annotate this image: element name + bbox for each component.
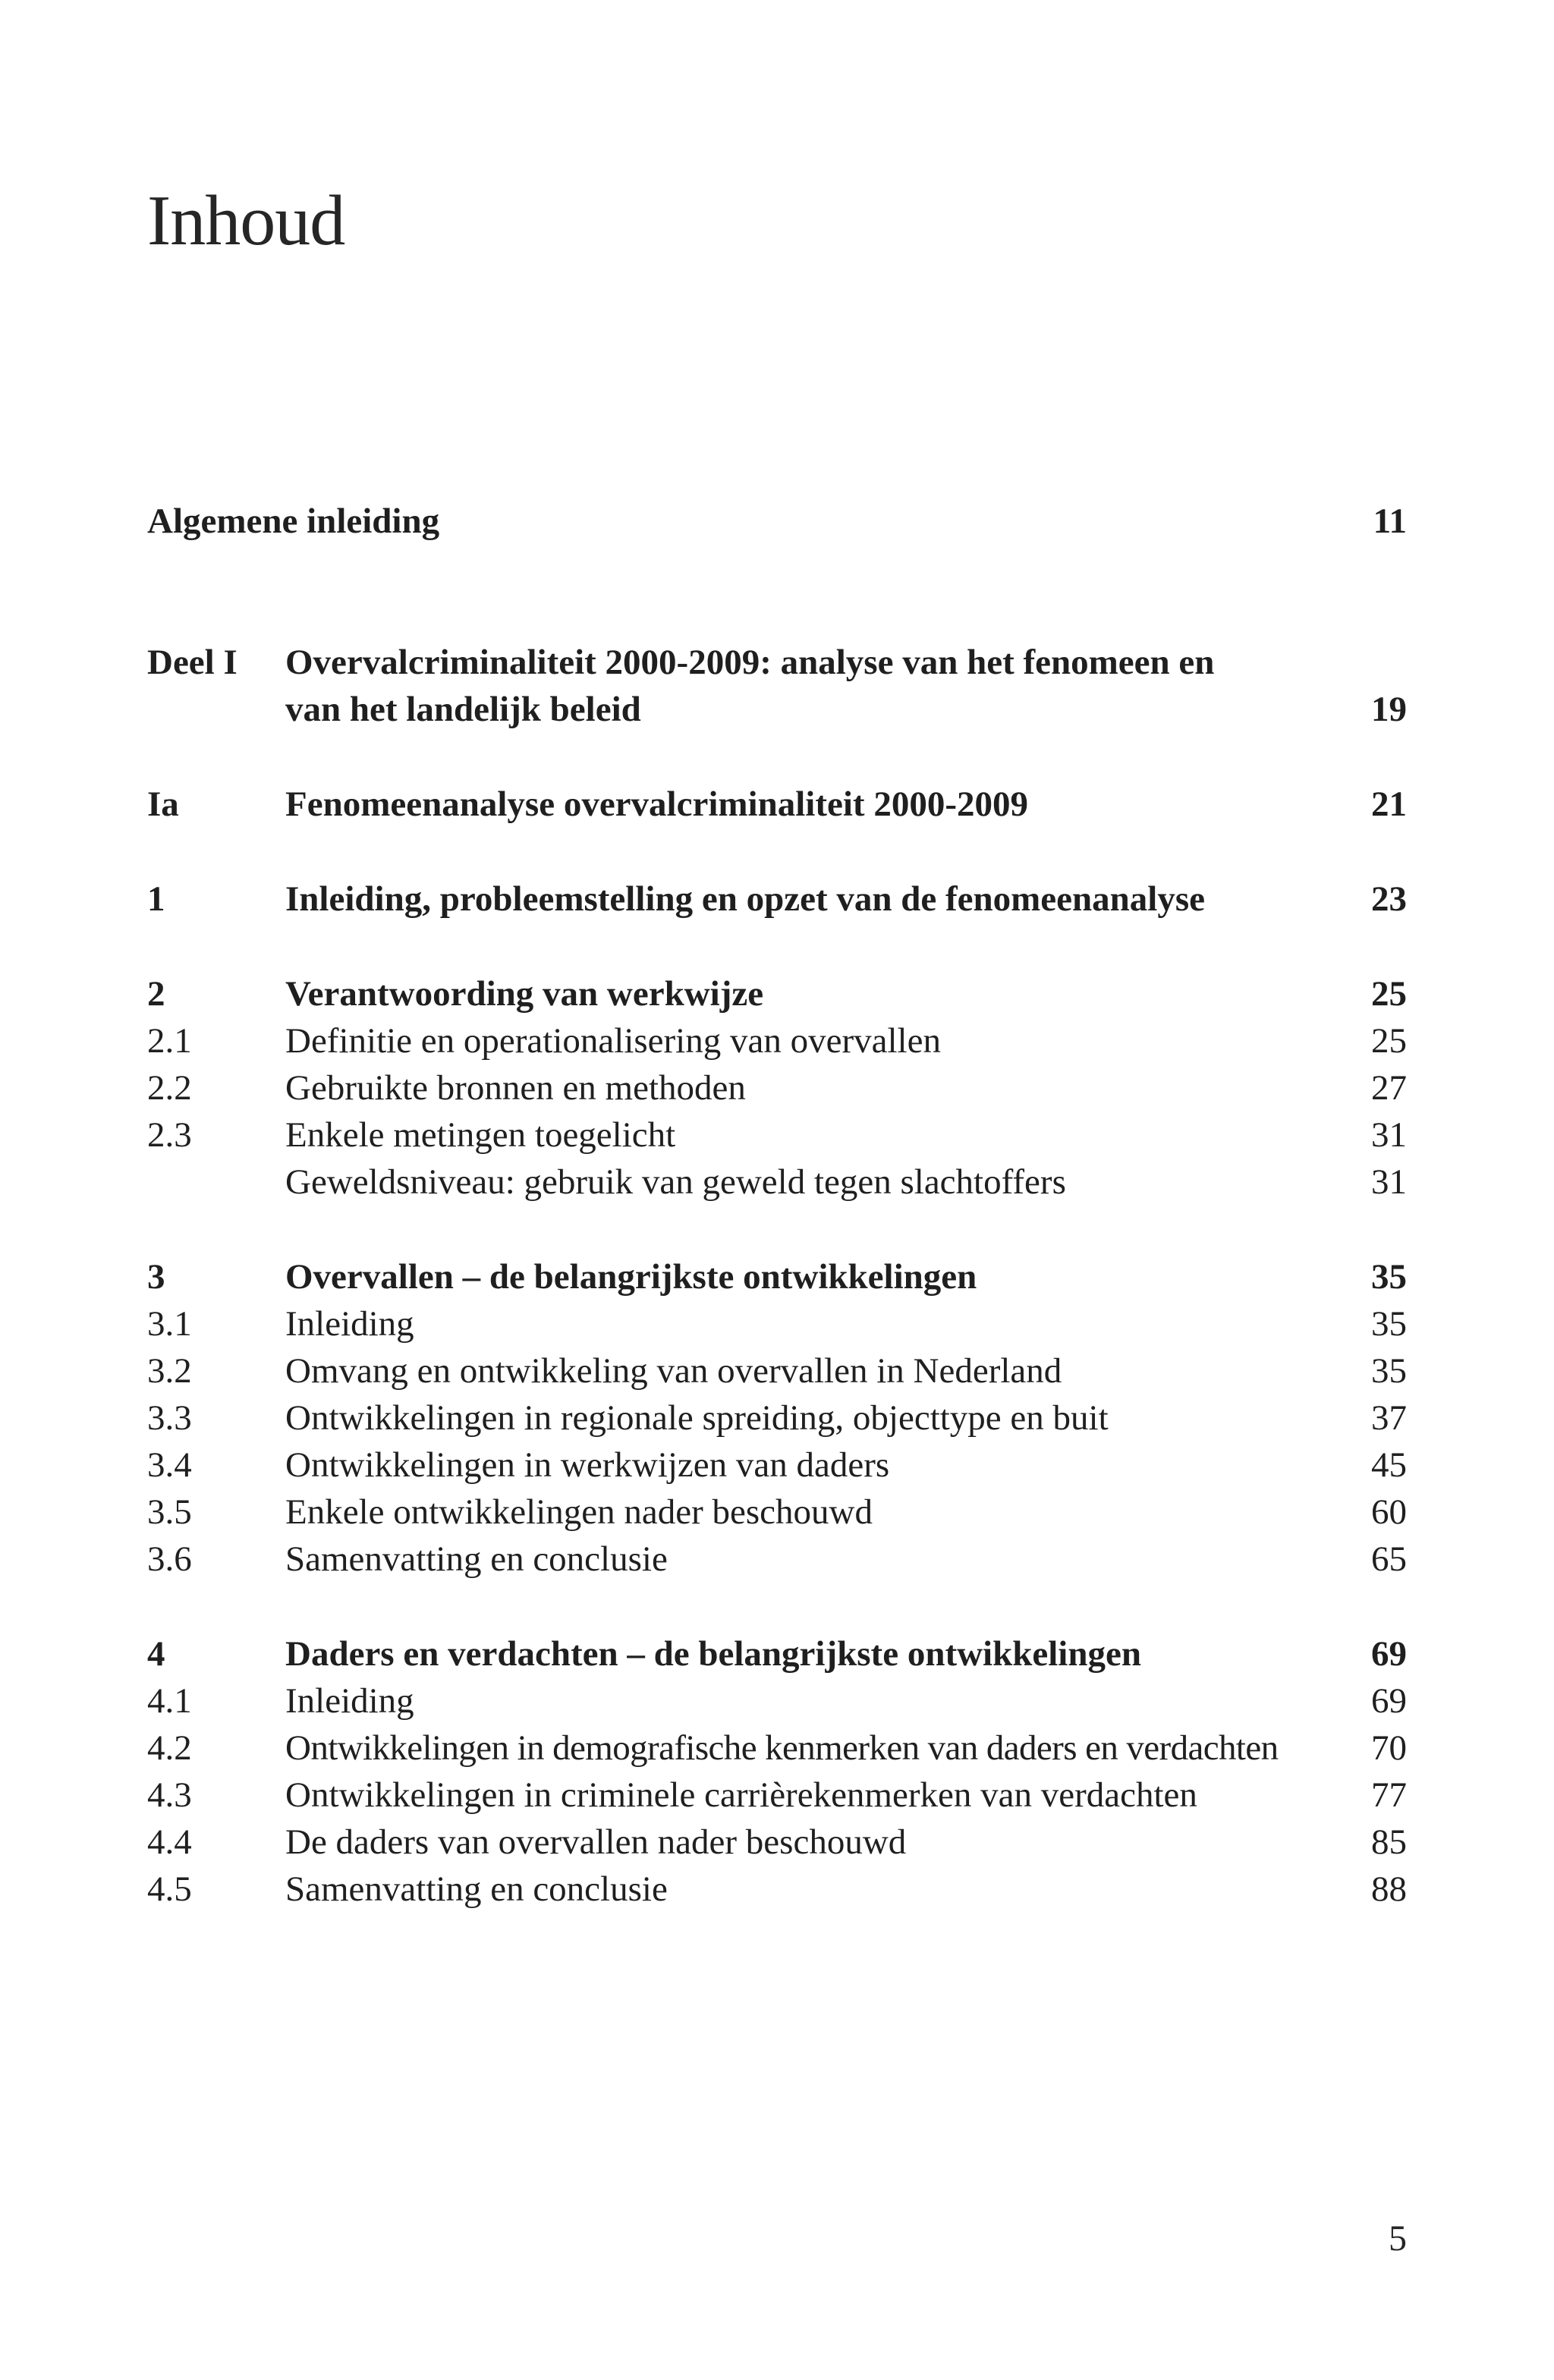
toc-entry-number: Ia xyxy=(147,784,179,824)
toc-entry-number: 3 xyxy=(147,1257,165,1297)
toc-entry-title: Samenvatting en conclusie xyxy=(285,1539,668,1579)
toc-entry-section-3-5[interactable] xyxy=(147,1489,1407,1536)
toc-entry-page: 69 xyxy=(1371,1634,1407,1674)
page-title: Inhoud xyxy=(147,181,345,260)
toc-entry-page: 65 xyxy=(1371,1539,1407,1579)
toc-entry-number: 4.4 xyxy=(147,1822,192,1862)
toc-entry-subsection[interactable] xyxy=(147,1159,1407,1206)
toc-entry-section-4-5[interactable] xyxy=(147,1866,1407,1913)
toc-entry-page: 27 xyxy=(1371,1068,1407,1108)
toc-entry-title: Overvallen – de belangrijkste ontwikkelingen xyxy=(285,1257,977,1297)
toc-entry-number: 4.5 xyxy=(147,1869,192,1909)
toc-entry-page: 77 xyxy=(1371,1775,1407,1815)
toc-entry-page: 11 xyxy=(1373,501,1407,541)
toc-entry-page: 35 xyxy=(1371,1351,1407,1391)
toc-entry-number: Deel I xyxy=(147,643,238,682)
toc-entry-intro[interactable] xyxy=(147,498,1407,545)
toc-entry-section-4-4[interactable] xyxy=(147,1819,1407,1866)
toc-entry-page: 88 xyxy=(1371,1869,1407,1909)
toc-entry-section-4-1[interactable] xyxy=(147,1677,1407,1724)
toc-entry-number: 1 xyxy=(147,879,165,919)
toc-entry-number: 3.1 xyxy=(147,1304,192,1344)
toc-entry-chapter-1[interactable] xyxy=(147,876,1407,923)
toc-entry-title: Overvalcriminaliteit 2000-2009: analyse van het fenomeen en van het landelijk beleid xyxy=(285,643,1215,729)
toc-entry-page: 45 xyxy=(1371,1445,1407,1485)
toc-entry-page: 19 xyxy=(1371,690,1407,729)
page-number: 5 xyxy=(1389,2218,1407,2259)
toc-entry-title: Definitie en operationalisering van overvallen xyxy=(285,1021,941,1061)
toc-entry-page: 23 xyxy=(1371,879,1407,919)
toc-entry-number: 3.5 xyxy=(147,1492,192,1532)
toc-entry-number: 4 xyxy=(147,1634,165,1674)
toc-entry-part-1a[interactable] xyxy=(147,781,1407,828)
toc-entry-title: Enkele ontwikkelingen nader beschouwd xyxy=(285,1492,873,1532)
toc-entry-section-4-2[interactable] xyxy=(147,1724,1407,1772)
toc-entry-number: 3.4 xyxy=(147,1445,192,1485)
toc-entry-number: 4.2 xyxy=(147,1728,192,1768)
toc-entry-page: 69 xyxy=(1371,1681,1407,1721)
toc-entry-section-3-4[interactable] xyxy=(147,1442,1407,1489)
toc-entry-title: Geweldsniveau: gebruik van geweld tegen slachtoffers xyxy=(285,1162,1066,1202)
toc-entry-page: 35 xyxy=(1371,1257,1407,1297)
toc-entry-title: Ontwikkelingen in demografische kenmerken van daders en verdachten xyxy=(285,1728,1279,1768)
toc-entry-title: Enkele metingen toegelicht xyxy=(285,1115,676,1155)
toc-entry-number: 3.6 xyxy=(147,1539,192,1579)
toc-entry-page: 85 xyxy=(1371,1822,1407,1862)
toc-entry-chapter-3[interactable] xyxy=(147,1253,1407,1300)
toc-entry-page: 37 xyxy=(1371,1398,1407,1438)
table-of-contents xyxy=(147,498,1407,1913)
toc-entry-number: 4.1 xyxy=(147,1681,192,1721)
toc-entry-title: Gebruikte bronnen en methoden xyxy=(285,1068,746,1108)
toc-entry-title: Inleiding xyxy=(285,1681,414,1721)
toc-entry-number: 2.2 xyxy=(147,1068,192,1108)
toc-entry-section-2-3[interactable] xyxy=(147,1111,1407,1159)
toc-entry-section-3-3[interactable] xyxy=(147,1394,1407,1442)
toc-entry-section-3-1[interactable] xyxy=(147,1300,1407,1347)
toc-entry-section-3-6[interactable] xyxy=(147,1536,1407,1583)
toc-entry-title: Daders en verdachten – de belangrijkste ontwikkelingen xyxy=(285,1634,1141,1674)
toc-entry-number: 3.2 xyxy=(147,1351,192,1391)
toc-entry-title: Fenomeenanalyse overvalcriminaliteit 2000-2009 xyxy=(285,784,1028,824)
toc-entry-title: De daders van overvallen nader beschouwd xyxy=(285,1822,907,1862)
toc-entry-title: Verantwoording van werkwijze xyxy=(285,974,764,1014)
toc-entry-page: 70 xyxy=(1371,1728,1407,1768)
toc-entry-chapter-4[interactable] xyxy=(147,1630,1407,1677)
toc-entry-page: 25 xyxy=(1371,1021,1407,1061)
toc-entry-title: Ontwikkelingen in regionale spreiding, objecttype en buit xyxy=(285,1398,1109,1438)
toc-entry-title: Inleiding xyxy=(285,1304,414,1344)
toc-entry-number: 4.3 xyxy=(147,1775,192,1815)
toc-entry-section-2-1[interactable] xyxy=(147,1017,1407,1064)
toc-entry-number: 2.3 xyxy=(147,1115,192,1155)
toc-entry-number: 2 xyxy=(147,974,165,1014)
toc-entry-page: 35 xyxy=(1371,1304,1407,1344)
toc-entry-page: 25 xyxy=(1371,974,1407,1014)
toc-entry-title: Omvang en ontwikkeling van overvallen in Nederland xyxy=(285,1351,1062,1391)
toc-entry-section-3-2[interactable] xyxy=(147,1347,1407,1394)
toc-entry-section-2-2[interactable] xyxy=(147,1064,1407,1111)
toc-entry-part-1[interactable] xyxy=(147,639,1407,733)
toc-entry-number: 2.1 xyxy=(147,1021,192,1061)
toc-entry-title: Ontwikkelingen in criminele carrièrekenmerken van verdachten xyxy=(285,1775,1197,1815)
toc-entry-number: 3.3 xyxy=(147,1398,192,1438)
toc-entry-section-4-3[interactable] xyxy=(147,1772,1407,1819)
toc-entry-chapter-2[interactable] xyxy=(147,970,1407,1017)
toc-entry-title: Samenvatting en conclusie xyxy=(285,1869,668,1909)
toc-entry-page: 60 xyxy=(1371,1492,1407,1532)
toc-entry-title: Inleiding, probleemstelling en opzet van de fenomeenanalyse xyxy=(285,879,1205,919)
toc-entry-page: 21 xyxy=(1371,784,1407,824)
toc-entry-page: 31 xyxy=(1371,1115,1407,1155)
toc-entry-page: 31 xyxy=(1371,1162,1407,1202)
toc-entry-title: Ontwikkelingen in werkwijzen van daders xyxy=(285,1445,890,1485)
toc-entry-title: Algemene inleiding xyxy=(147,501,440,541)
